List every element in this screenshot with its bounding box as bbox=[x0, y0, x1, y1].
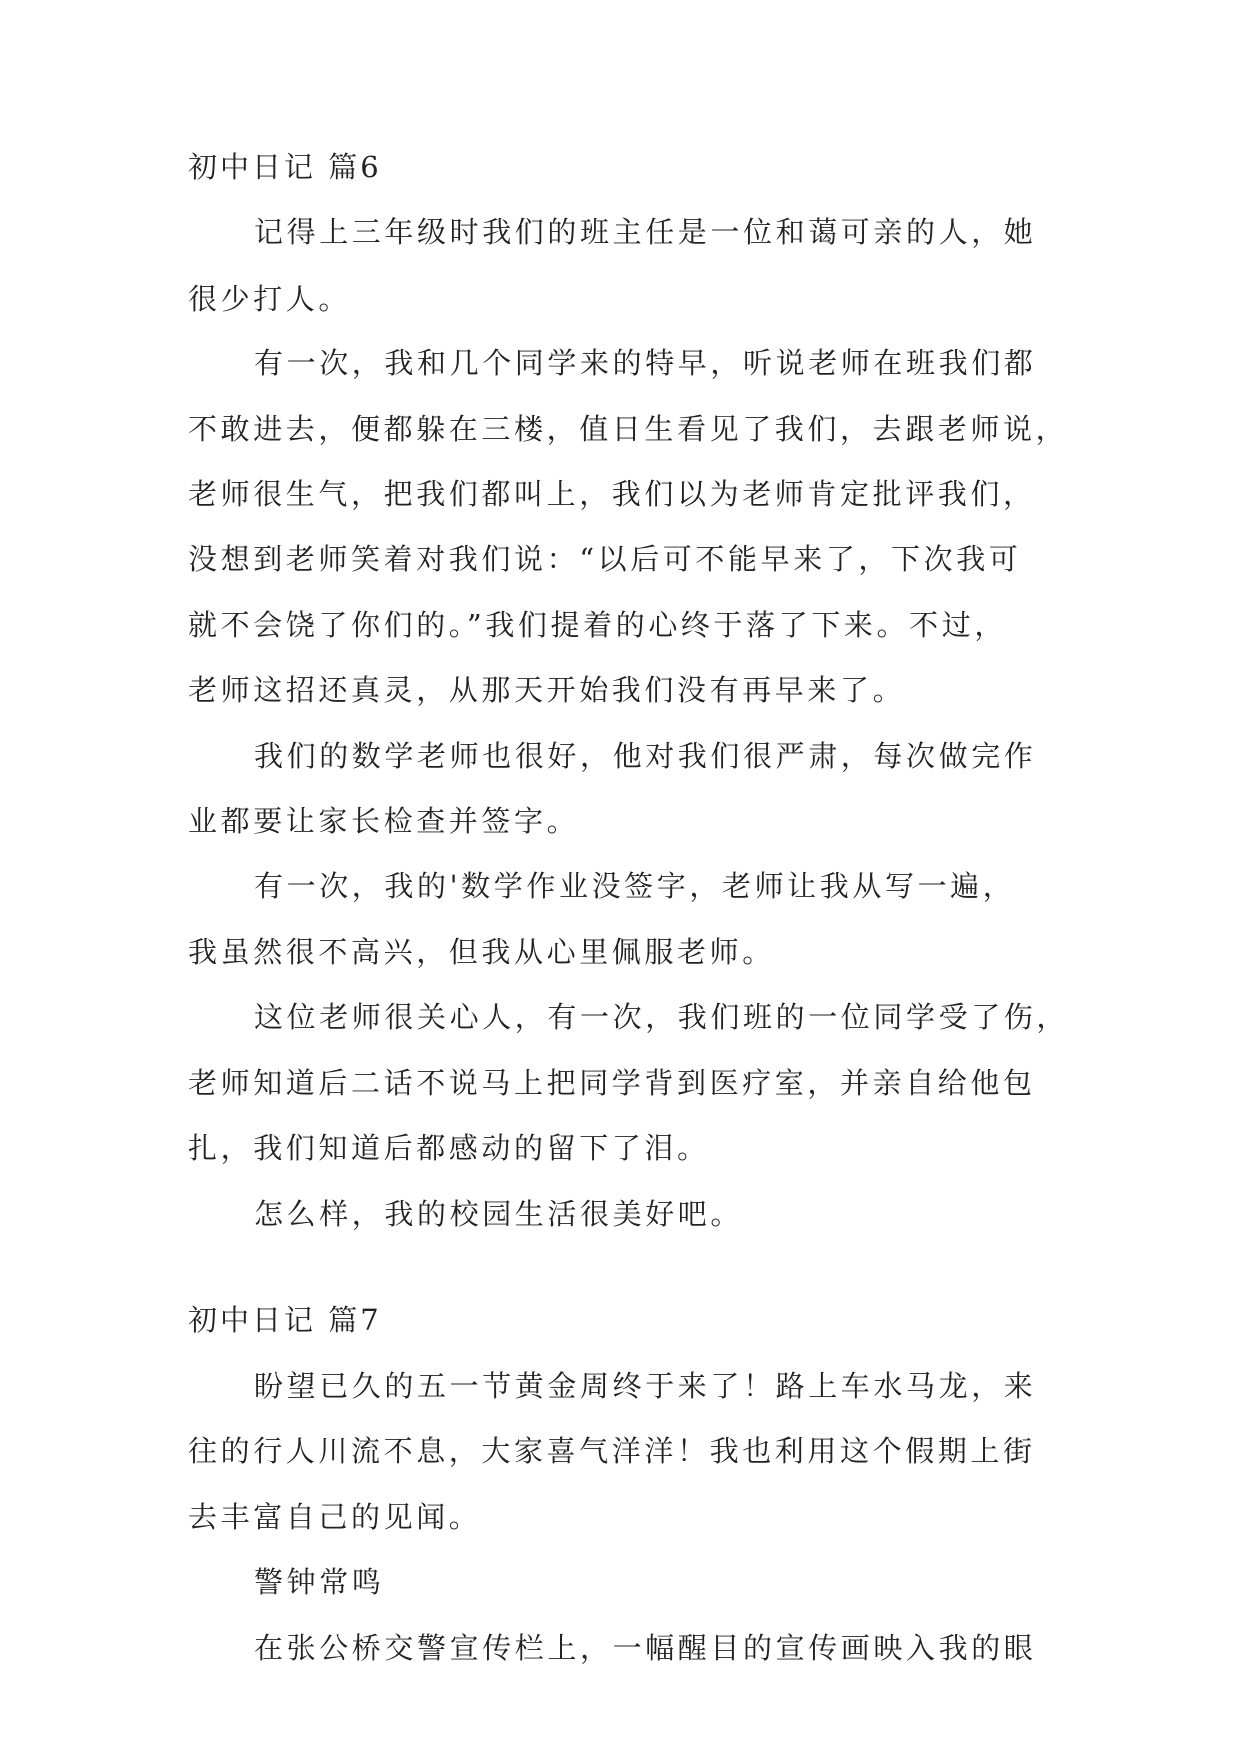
section-6-line-11: 有一次，我的'数学作业没签字，老师让我从写一遍， bbox=[254, 869, 1016, 903]
section-7-line-2: 往的行人川流不息，大家喜气洋洋！我也利用这个假期上街 bbox=[188, 1434, 1036, 1468]
section-6-line-5: 老师很生气，把我们都叫上，我们以为老师肯定批评我们， bbox=[188, 477, 1036, 511]
section-7-title: 初中日记 篇7 bbox=[188, 1303, 382, 1337]
section-6-line-12: 我虽然很不高兴，但我从心里佩服老师。 bbox=[188, 935, 775, 969]
section-6-line-16: 怎么样，我的校园生活很美好吧。 bbox=[254, 1197, 744, 1231]
section-7-line-4: 警钟常鸣 bbox=[254, 1565, 385, 1599]
section-6-line-6: 没想到老师笑着对我们说：“以后可不能早来了，下次我可 bbox=[188, 542, 1022, 576]
section-6-line-15: 扎，我们知道后都感动的留下了泪。 bbox=[188, 1131, 710, 1165]
section-6-line-7: 就不会饶了你们的。”我们提着的心终于落了下来。不过， bbox=[188, 608, 1007, 642]
section-6-line-13: 这位老师很关心人，有一次，我们班的一位同学受了伤， bbox=[254, 1000, 1070, 1034]
section-6-line-8: 老师这招还真灵，从那天开始我们没有再早来了。 bbox=[188, 673, 906, 707]
section-6-line-14: 老师知道后二话不说马上把同学背到医疗室，并亲自给他包 bbox=[188, 1066, 1036, 1100]
section-7-line-1: 盼望已久的五一节黄金周终于来了！路上车水马龙，来 bbox=[254, 1369, 1037, 1403]
section-6-line-4: 不敢进去，便都躲在三楼，值日生看见了我们，去跟老师说， bbox=[188, 412, 1069, 446]
section-6-line-9: 我们的数学老师也很好，他对我们很严肃，每次做完作 bbox=[254, 739, 1037, 773]
section-6-line-10: 业都要让家长检查并签字。 bbox=[188, 804, 580, 838]
section-7-line-3: 去丰富自己的见闻。 bbox=[188, 1500, 482, 1534]
section-6-title: 初中日记 篇6 bbox=[188, 150, 382, 184]
section-6-line-1: 记得上三年级时我们的班主任是一位和蔼可亲的人，她 bbox=[254, 215, 1037, 249]
section-6-line-2: 很少打人。 bbox=[188, 282, 352, 316]
section-6-line-3: 有一次，我和几个同学来的特早，听说老师在班我们都 bbox=[254, 346, 1037, 380]
section-7-line-5: 在张公桥交警宣传栏上，一幅醒目的宣传画映入我的眼 bbox=[254, 1631, 1037, 1665]
